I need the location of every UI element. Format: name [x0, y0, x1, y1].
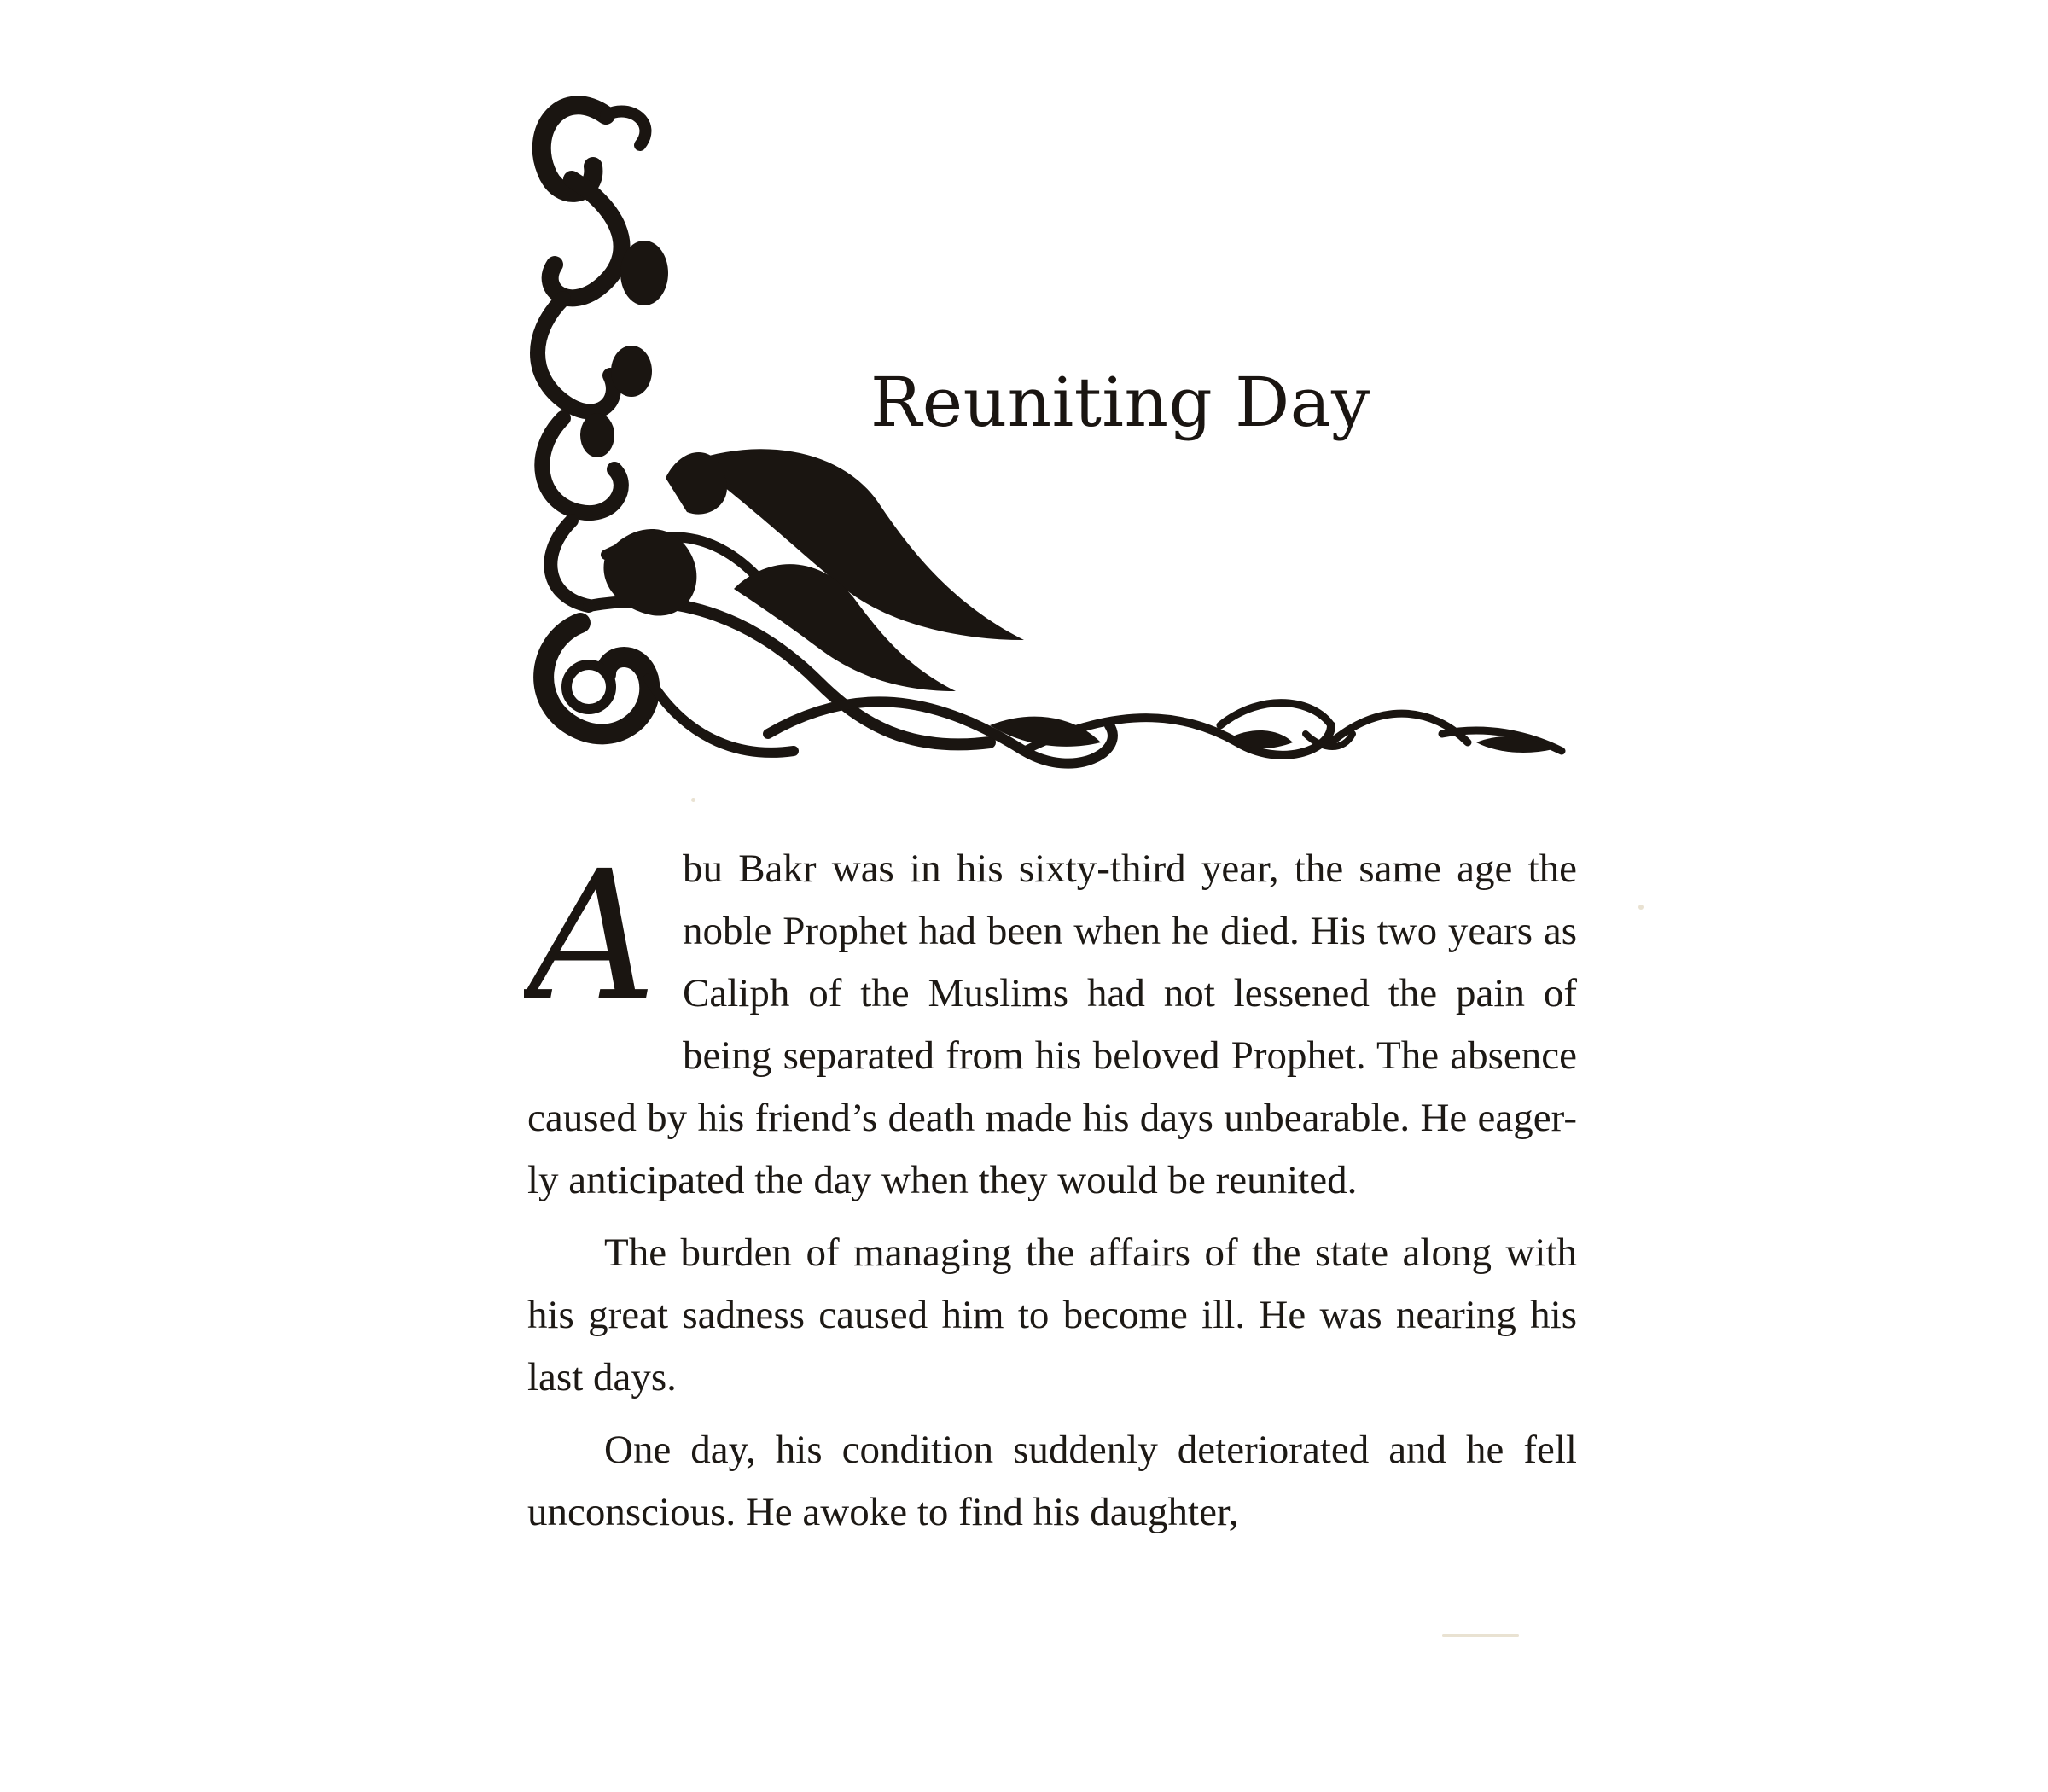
paper-speckle [1442, 1634, 1519, 1637]
paragraph-2: The burden of managing the affairs of the state along with his great sadness caused him to become ill. He was nearing his last days. [527, 1231, 1577, 1399]
chapter-title: Reuniting Day [870, 363, 1370, 442]
drop-cap-letter [524, 847, 678, 1026]
paper-speckle [691, 798, 695, 802]
paragraph-3: One day, his condition suddenly deteriorated and he fell unconscious. He awoke to find his daughter, [527, 1428, 1577, 1534]
paper-speckle [1638, 905, 1644, 910]
paragraph-1 [527, 838, 1577, 1212]
body-text [527, 838, 1577, 1544]
drop-cap-glyph: A [527, 847, 657, 1026]
paragraph-1-text: bu Bakr was in his sixty-third year, the same age the noble Prophet had been when he died. His two years as Caliph of the Muslims had not lessened the pain of being separated from his beloved Prophet. The absence caused by his friend’s death made his days unbearable. He eager-ly anticipated the day when they would be reunited. [527, 847, 1577, 1202]
